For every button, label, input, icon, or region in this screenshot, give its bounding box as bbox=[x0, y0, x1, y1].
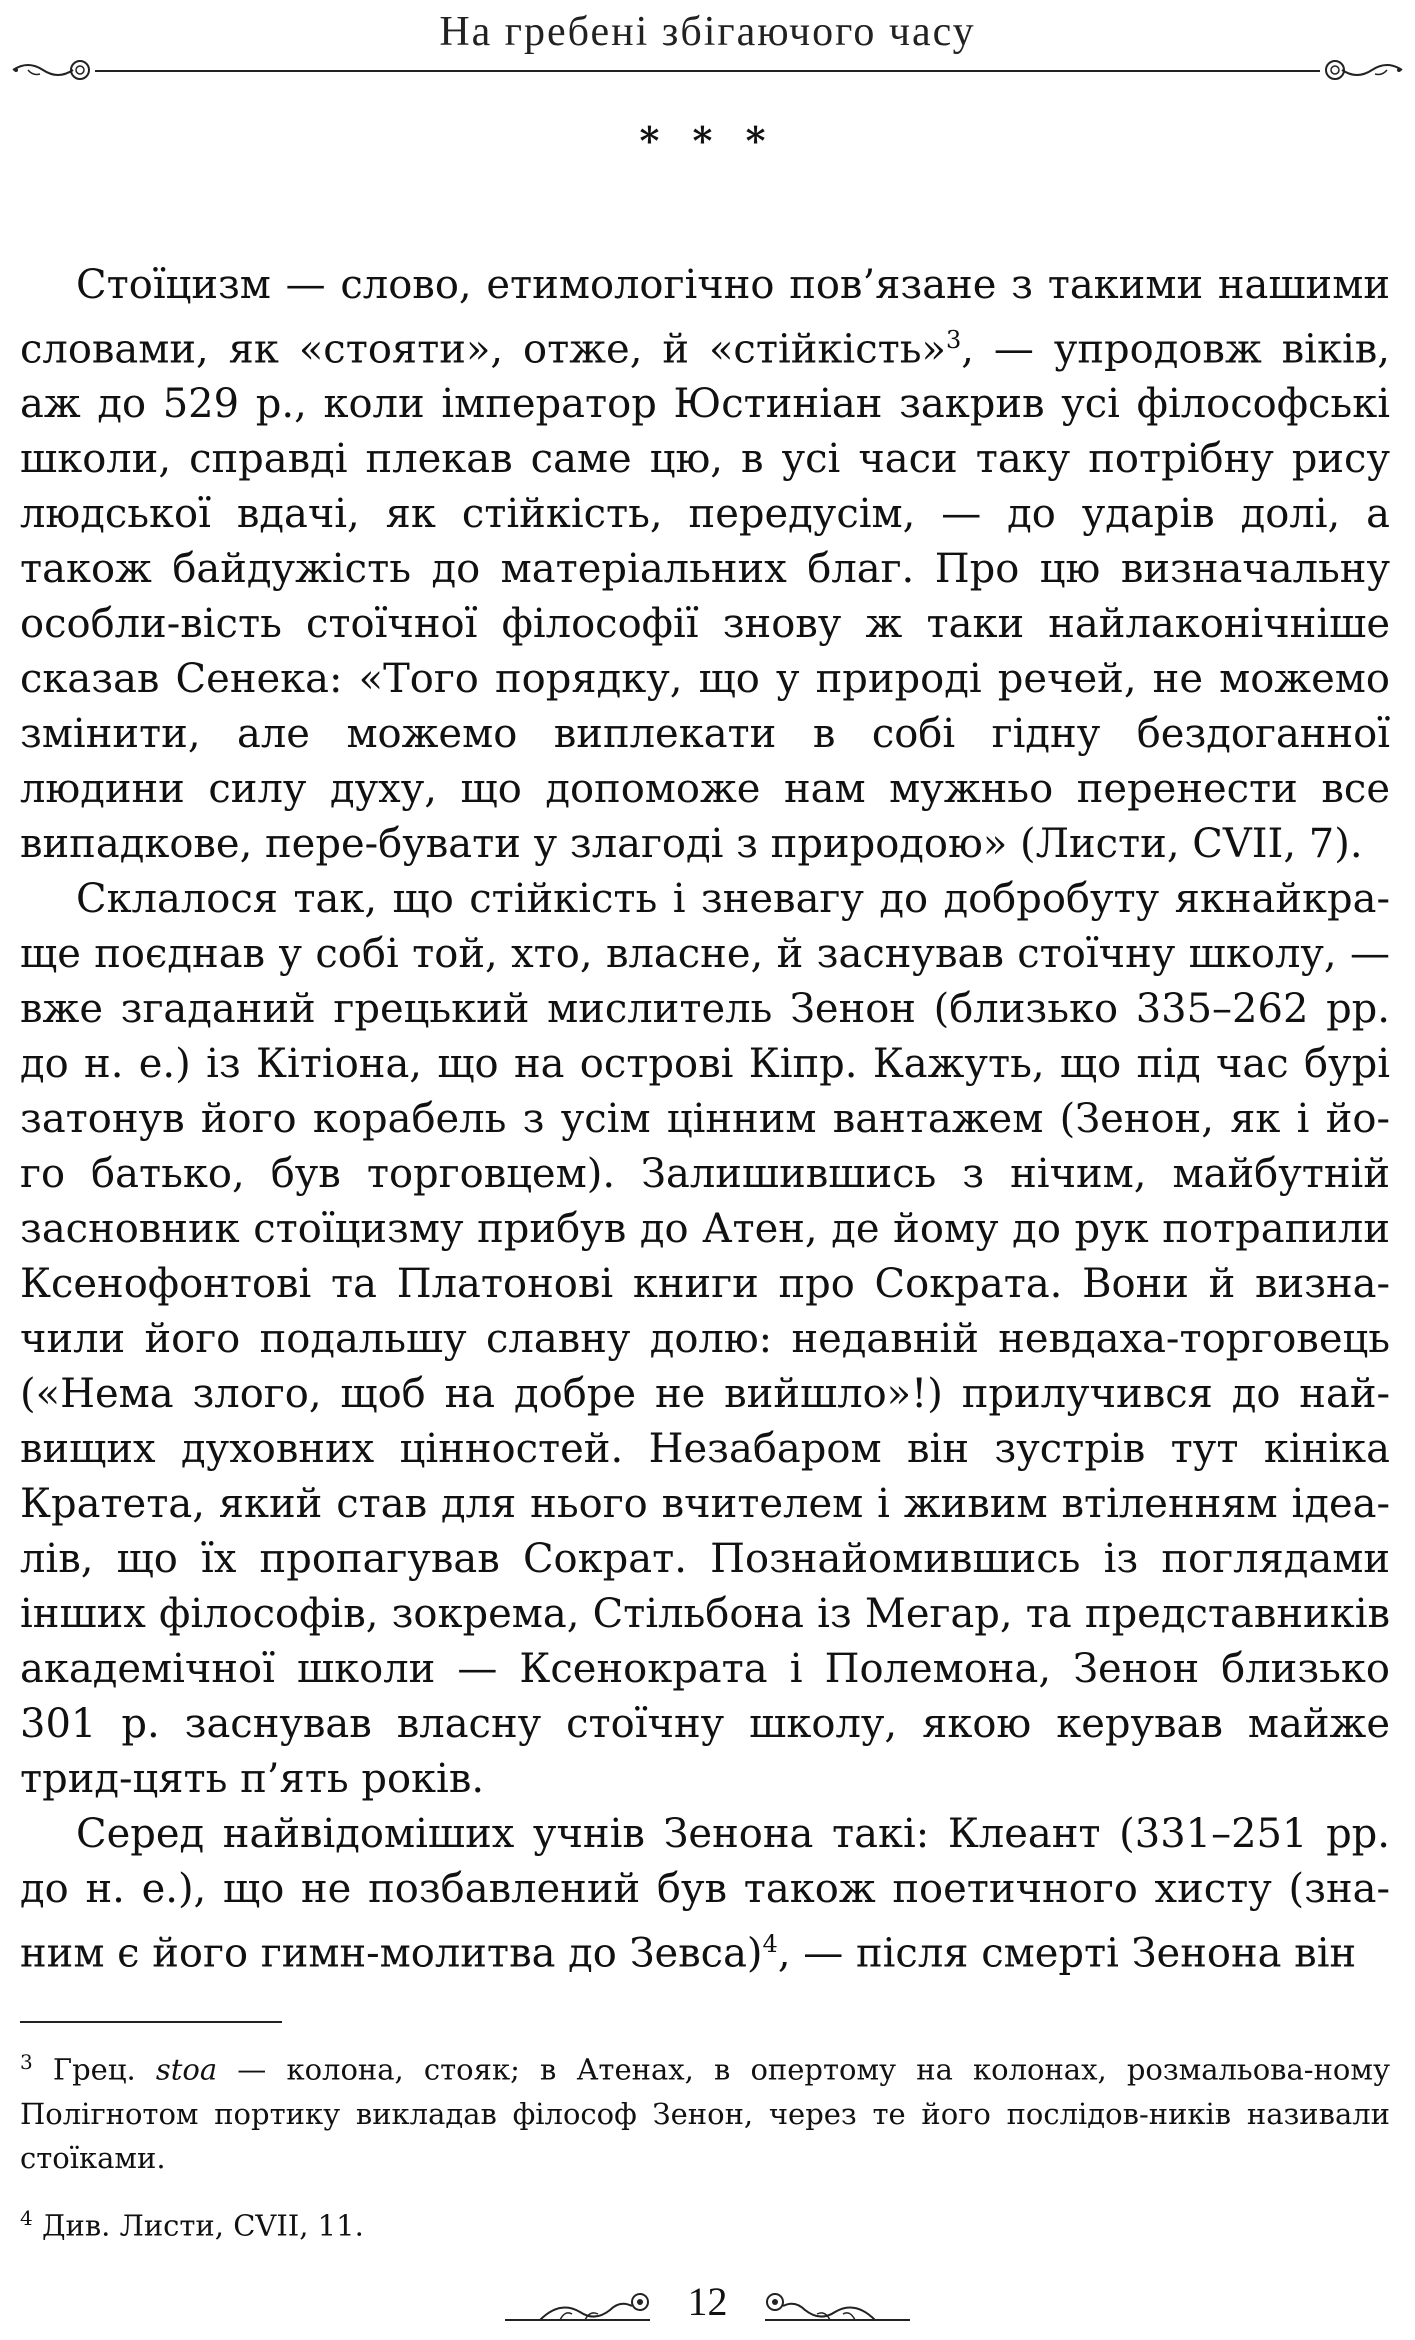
paragraph-text: Серед найвідоміших учнів Зенона такі: Клеант (331–251 рр. до н. е.), що не позбавлений був також поетичного хисту (зна-ним є його гимн-молитва до Зевса) bbox=[20, 1811, 1390, 1977]
paragraph-text: Стоїцизм — слово, етимологічно пов’язане з такими нашими словами, як «стояти», отже, й «стійкість» bbox=[20, 262, 1390, 373]
page-footer bbox=[0, 2270, 1415, 2340]
footnote-ref: 3 bbox=[945, 326, 962, 354]
footnote-3 bbox=[20, 2040, 1390, 2180]
footnote-4 bbox=[20, 2196, 1390, 2248]
header-ornament-left-icon bbox=[8, 46, 98, 94]
paragraph-text: Склалося так, що стійкість і зневагу до добробуту якнайкра-ще поєднав у собі той, хто, власне, й заснував стоїчну школу, — вже згаданий грецький мислитель Зенон (близько 335–262 рр. до н. е.) із Кітіона, що на острові Кіпр. Кажуть, що під час бурі затонув його корабель з усім цінним вантажем (Зенон, як і йо-го батько, був торговцем). Залишившись з нічим, майбутній засновник стоїцизму прибув до Атен, де йому до рук потрапили Ксенофонтові та Платонові книги про Сократа. Вони й визна-чили його подальшу славну долю: недавній невдаха-торговець («Нема злого, щоб на добре не вийшло»!) прилучився до най-вищих духовних цінностей. Незабаром він зустрів тут кініка Кратета, який став для нього вчителем і живим втіленням ідеа-лів, що їх пропагував Сократ. Познайомившись із поглядами інших філософів, зокрема, Стільбона із Мегар, та представників академічної школи — Ксенократа і Полемона, Зенон близько 301 р. заснував власну стоїчну школу, якою керував майже трид-цять п’ять років. bbox=[20, 876, 1390, 1803]
paragraph-3 bbox=[20, 1807, 1390, 1981]
footnote-rule bbox=[20, 2021, 282, 2023]
header-rule bbox=[95, 70, 1320, 72]
paragraph-text: , — упродовж віків, аж до 529 р., коли імператор Юстиніан закрив усі філософські школи, справді плекав саме цю, в усі часи таку потрібну рису людської вдачі, як стійкість, передусім, — до ударів долі, а також байдужість до матеріальних благ. Про цю визначальну особли-вість стоїчної філософії знову ж таки найлаконічніше сказав Сенека: «Того порядку, що у природі речей, не можемо змінити, але можемо виплекати в собі гідну бездоганної людини силу духу, що допоможе нам мужньо перенести все випадкове, пере-бувати у злагоді з природою» (Листи, CVII, 7). bbox=[20, 326, 1390, 868]
main-text bbox=[20, 258, 1390, 1982]
header-ornament-right-icon bbox=[1317, 46, 1407, 94]
footer-ornament-right-icon bbox=[755, 2280, 915, 2330]
running-header-title: На гребені збігаючого часу bbox=[439, 9, 976, 55]
footnote-text: — колона, стояк; в Атенах, в опертому на колонах, розмальова-ному Полігнотом портику викладав філософ Зенон, через те його послідов-ників називали стоїками. bbox=[20, 2052, 1391, 2175]
paragraph-text: , — після смерті Зенона він bbox=[777, 1930, 1357, 1977]
section-separator: * * * bbox=[639, 118, 776, 163]
footnote-ref: 4 bbox=[762, 1930, 778, 1959]
running-header bbox=[0, 0, 1415, 80]
paragraph-2 bbox=[20, 872, 1390, 1807]
footnote-number: 3 bbox=[20, 2050, 33, 2074]
footnotes bbox=[20, 2040, 1390, 2263]
footnote-term: stoa bbox=[155, 2052, 218, 2087]
footnote-text: Грец. bbox=[32, 2052, 156, 2087]
paragraph-1 bbox=[20, 258, 1390, 872]
footnote-number: 4 bbox=[20, 2205, 33, 2230]
footnote-text: Див. Листи, CVII, 11. bbox=[32, 2208, 364, 2243]
page-number: 12 bbox=[687, 2279, 728, 2324]
